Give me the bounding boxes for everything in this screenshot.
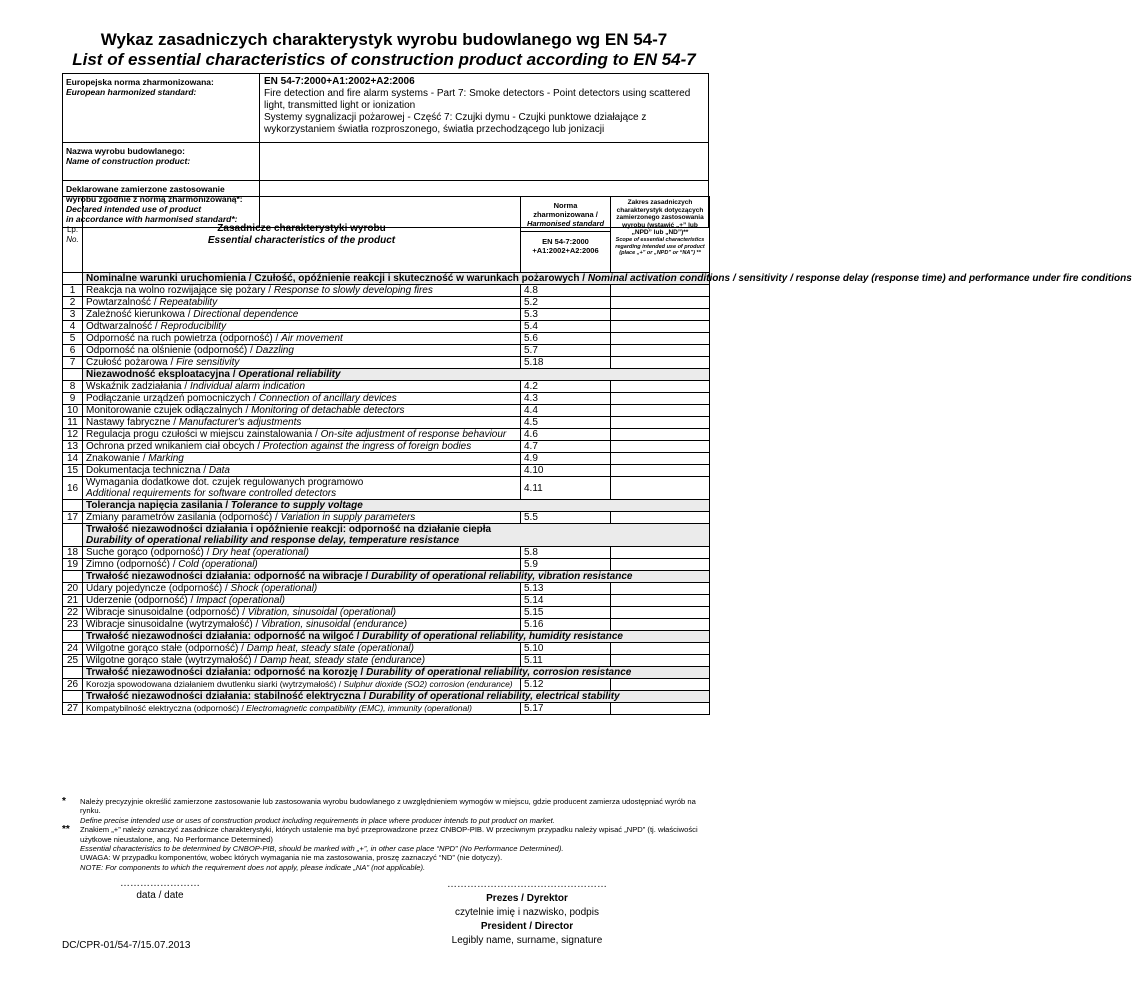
characteristic-pl: Wilgotne gorąco stałe (odporność) [86,643,239,654]
row-number: 21 [63,595,83,607]
characteristic-en: Manufacturer's adjustments [178,417,302,428]
characteristic-name: Suche gorąco (odporność) / Dry heat (operational) [83,547,521,559]
characteristic-en: Additional requirements for software controlled detectors [86,488,337,499]
scope-entry-field[interactable] [611,381,710,393]
row-number: 18 [63,547,83,559]
scope-entry-field[interactable] [611,643,710,655]
characteristic-name: Ochrona przed wnikaniem ciał obcych / Protection against the ingress of foreign bodies [83,441,521,453]
characteristic-row [63,583,710,595]
col-header-no: Lp. No. [63,197,83,273]
scope-entry-field[interactable] [611,512,710,524]
characteristic-pl: Nastawy fabryczne [86,417,171,428]
row-number: 9 [63,393,83,405]
characteristic-pl: Wibracje sinusoidalne (odporność) [86,607,240,618]
section-no-cell [63,273,83,285]
scope-entry-field[interactable] [611,297,710,309]
characteristic-en: Repeatability [159,297,218,308]
section-header-row [63,524,710,547]
characteristic-pl: Monitorowanie czujek odłączalnych [86,405,243,416]
characteristic-row [63,381,710,393]
row-number: 27 [63,703,83,715]
characteristic-en: Dry heat (operational) [212,547,309,558]
characteristic-name: Odtwarzalność / Reproducibility [83,321,521,333]
scope-entry-field[interactable] [611,429,710,441]
standard-clause: 5.2 [521,297,611,309]
characteristic-pl: Wymagania dodatkowe dot. czujek regulowanych programowo [86,477,364,488]
characteristic-name: Wibracje sinusoidalne (odporność) / Vibration, sinusoidal (operational) [83,607,521,619]
characteristic-en: Individual alarm indication [189,381,306,392]
standard-clause: 5.5 [521,512,611,524]
characteristic-row [63,547,710,559]
row-number: 10 [63,405,83,417]
characteristic-row [63,607,710,619]
characteristics-table [62,196,1132,715]
characteristic-name: Odporność na olśnienie (odporność) / Dazzling [83,345,521,357]
characteristic-row [63,405,710,417]
characteristic-en: Electromagnetic compatibility (EMC), immunity (operational) [246,703,472,713]
intended-use-label: Deklarowane zamierzone zastosowanie wyrobu zgodnie z normą zharmonizowaną*: Declared intended use of product in accordance with harmonised standard*: [63,181,260,228]
section-title-pl: Niezawodność eksploatacyjna [86,369,230,380]
standard-clause: 4.9 [521,453,611,465]
section-title-en: Tolerance to supply voltage [230,500,363,511]
standard-clause: 4.8 [521,285,611,297]
row-number: 23 [63,619,83,631]
row-number: 5 [63,333,83,345]
section-title-en: Nominal activation conditions / sensitivity / response delay (response time) and performance under fire conditions [587,273,1132,284]
section-no-cell [63,631,83,643]
scope-entry-field[interactable] [611,619,710,631]
col-header-characteristics: Zasadnicze charakterystyki wyrobu Essential characteristics of the product [83,197,521,273]
row-number: 6 [63,345,83,357]
row-number: 13 [63,441,83,453]
standard-clause: 5.18 [521,357,611,369]
section-title: Trwałość niezawodności działania: odporność na wilgoć / Durability of operational reliability, humidity resistance [83,631,710,643]
row-number: 22 [63,607,83,619]
standard-clause: 4.5 [521,417,611,429]
characteristic-row [63,465,710,477]
characteristic-row [63,321,710,333]
characteristic-name: Dokumentacja techniczna / Data [83,465,521,477]
standard-clause: 5.9 [521,559,611,571]
row-number: 15 [63,465,83,477]
row-number: 20 [63,583,83,595]
scope-entry-field[interactable] [611,333,710,345]
section-no-cell [63,571,83,583]
characteristic-name: Czułość pożarowa / Fire sensitivity [83,357,521,369]
standard-clause: 5.16 [521,619,611,631]
characteristic-pl: Suche gorąco (odporność) [86,547,204,558]
section-header-row [63,691,710,703]
standard-clause: 4.7 [521,441,611,453]
scope-entry-field[interactable] [611,321,710,333]
scope-entry-field[interactable] [611,703,710,715]
standard-clause: 5.6 [521,333,611,345]
standard-clause: 4.6 [521,429,611,441]
characteristic-en: On-site adjustment of response behaviour [320,429,507,440]
characteristic-name: Zimno (odporność) / Cold (operational) [83,559,521,571]
scope-entry-field[interactable] [611,285,710,297]
scope-entry-field[interactable] [611,655,710,667]
section-title: Trwałość niezawodności działania: odporność na wibracje / Durability of operational reliability, vibration resistance [83,571,710,583]
section-title: Niezawodność eksploatacyjna / Operational reliability [83,369,710,381]
scope-entry-field[interactable] [611,453,710,465]
section-title-en: Operational reliability [238,369,341,380]
standard-clause: 5.7 [521,345,611,357]
section-header-row [63,667,710,679]
standard-clause: 4.3 [521,393,611,405]
section-header-row [63,369,710,381]
standard-clause: 5.12 [521,679,611,691]
section-title: Tolerancja napięcia zasilania / Tolerance to supply voltage [83,500,710,512]
section-header-row [63,631,710,643]
row-number: 1 [63,285,83,297]
row-number: 17 [63,512,83,524]
characteristic-row [63,297,710,309]
section-title [83,524,710,547]
characteristic-en: Damp heat, steady state (endurance) [259,655,426,666]
section-title-pl: Trwałość niezawodności działania: odporność na korozję [86,667,358,678]
characteristic-en: Monitoring of detachable detectors [251,405,405,416]
characteristic-en: Connection of ancillary devices [258,393,397,404]
row-number: 4 [63,321,83,333]
characteristic-pl: Udary pojedyncze (odporność) [86,583,223,594]
standard-clause: 4.4 [521,405,611,417]
characteristic-en: Vibration, sinusoidal (operational) [247,607,397,618]
scope-entry-field[interactable] [611,477,710,500]
characteristic-pl: Wilgotne gorąco stałe (wytrzymałość) [86,655,252,666]
section-title-pl: Nominalne warunki uruchomienia / Czułość, opóźnienie reakcji i skuteczność w warunkach pożarowych [86,273,580,284]
characteristic-pl: Ochrona przed wnikaniem ciał obcych [86,441,255,452]
section-title-en: Durability of operational reliability and response delay, temperature resistance [86,535,460,546]
standard-clause: 5.3 [521,309,611,321]
characteristic-row [63,655,710,667]
characteristic-name [83,477,521,500]
characteristic-en: Air movement [281,333,343,344]
characteristic-row [63,417,710,429]
characteristic-name: Reakcja na wolno rozwijające się pożary / Response to slowly developing fires [83,285,521,297]
characteristic-name: Zmiany parametrów zasilania (odporność) / Variation in supply parameters [83,512,521,524]
section-title-en: Durability of operational reliability, vibration resistance [371,571,633,582]
characteristic-name: Zależność kierunkowa / Directional dependence [83,309,521,321]
section-no-cell [63,691,83,703]
scope-entry-field[interactable] [611,441,710,453]
section-title-pl: Trwałość niezawodności działania: odporność na wibracje [86,571,363,582]
scope-entry-field[interactable] [611,607,710,619]
characteristic-en: Variation in supply parameters [280,512,416,523]
characteristic-pl: Kompatybilność elektryczna (odporność) [86,703,240,713]
row-number: 8 [63,381,83,393]
characteristic-pl: Zimno (odporność) [86,559,170,570]
characteristic-pl: Wskaźnik zadziałania [86,381,182,392]
characteristic-name: Korozja spowodowana działaniem dwutlenku siarki (wytrzymałość) / Sulphur dioxide (SO2) corrosion (endurance) [83,679,521,691]
standard-clause: 4.2 [521,381,611,393]
row-number: 14 [63,453,83,465]
scope-entry-field[interactable] [611,595,710,607]
characteristic-row [63,429,710,441]
standard-clause: 5.17 [521,703,611,715]
section-title-en: Durability of operational reliability, corrosion resistance [366,667,632,678]
standard-clause: 5.10 [521,643,611,655]
section-title-pl: Trwałość niezawodności działania i opóźnienie reakcji: odporność na działanie ciepła [86,524,492,535]
scope-entry-field[interactable] [611,559,710,571]
characteristic-row [63,619,710,631]
characteristic-en: Vibration, sinusoidal (endurance) [261,619,408,630]
characteristic-en: Cold (operational) [178,559,258,570]
characteristic-pl: Powtarzalność [86,297,152,308]
row-number: 2 [63,297,83,309]
characteristic-en: Sulphur dioxide (SO2) corrosion (endurance) [343,679,513,689]
section-title-en: Durability of operational reliability, humidity resistance [362,631,623,642]
characteristic-name: Nastawy fabryczne / Manufacturer's adjustments [83,417,521,429]
characteristic-pl: Korozja spowodowana działaniem dwutlenku siarki (wytrzymałość) [86,679,337,689]
date-signature-block: …………………… data / date [120,878,200,901]
characteristic-name: Monitorowanie czujek odłączalnych / Monitoring of detachable detectors [83,405,521,417]
row-number: 19 [63,559,83,571]
product-field[interactable] [260,143,709,181]
row-number: 7 [63,357,83,369]
characteristic-pl: Zależność kierunkowa [86,309,185,320]
section-title-pl: Trwałość niezawodności działania: odporność na wilgoć [86,631,354,642]
scope-entry-field[interactable] [611,357,710,369]
row-number: 26 [63,679,83,691]
characteristic-name: Odporność na ruch powietrza (odporność) / Air movement [83,333,521,345]
characteristic-en: Dazzling [255,345,294,356]
characteristic-pl: Podłączanie urządzeń pomocniczych [86,393,251,404]
characteristic-en: Data [208,465,230,476]
characteristic-pl: Odporność na ruch powietrza (odporność) [86,333,273,344]
standard-label: Europejska norma zharmonizowana: European harmonized standard: [63,74,260,143]
characteristic-pl: Uderzenie (odporność) [86,595,188,606]
scope-entry-field[interactable] [611,345,710,357]
document-titles [0,30,768,70]
characteristic-name: Powtarzalność / Repeatability [83,297,521,309]
director-signature-block: ………………………………………… Prezes / Dyrektor czytelnie imię i nazwisko, podpis President / Director Legibly name, surname, signature [447,879,607,946]
characteristic-name: Znakowanie / Marking [83,453,521,465]
standard-clause: 5.8 [521,547,611,559]
characteristic-name: Regulacja progu czułości w miejscu zainstalowania / On-site adjustment of response behaviour [83,429,521,441]
row-number: 16 [63,477,83,500]
characteristic-row [63,595,710,607]
standard-clause: 4.11 [521,477,611,500]
characteristic-en: Fire sensitivity [176,357,240,368]
characteristic-name: Udary pojedyncze (odporność) / Shock (operational) [83,583,521,595]
standard-value: EN 54-7:2000+A1:2002+A2:2006 Fire detection and fire alarm systems - Part 7: Smoke detectors - Point detectors using scattered light, transmitted light or ionization Systemy sygnalizacji pożarowej - Część 7: Czujki dymu - Czujki punktowe działające z wykorzystaniem światła rozproszonego, światła przechodzącego lub jonizacji [260,74,709,143]
characteristic-name: Kompatybilność elektryczna (odporność) / Electromagnetic compatibility (EMC), immunity (operational) [83,703,521,715]
scope-entry-field[interactable] [611,309,710,321]
characteristic-row [63,441,710,453]
standard-clause: 5.4 [521,321,611,333]
characteristic-row [63,357,710,369]
characteristic-row [63,512,710,524]
footnote-1: * Należy precyzyjnie określić zamierzone zastosowanie lub zastosowania wyrobu budowlanego z uwzględnieniem wymogów w miejscu, gdzie producent zamierza udostępniać wyrób na rynku. Define precise intended use or uses of construction product including requirements in place where producer intends to put product on market. [62,796,696,825]
characteristic-pl: Znakowanie [86,453,140,464]
col-header-standard: Norma zharmonizowana / Harmonised standard EN 54-7:2000 +A1:2002+A2:2006 [521,197,611,273]
scope-entry-field[interactable] [611,583,710,595]
section-title: Trwałość niezawodności działania: stabilność elektryczna / Durability of operational reliability, electrical stability [83,691,710,703]
standard-clause: 5.15 [521,607,611,619]
characteristic-row [63,309,710,321]
characteristic-name: Podłączanie urządzeń pomocniczych / Connection of ancillary devices [83,393,521,405]
characteristic-en: Response to slowly developing fires [273,285,433,296]
section-no-cell [63,369,83,381]
standard-clause: 5.11 [521,655,611,667]
characteristic-row [63,477,710,500]
characteristics-body [63,273,1132,715]
standard-clause: 5.13 [521,583,611,595]
characteristic-pl: Odtwarzalność [86,321,153,332]
section-title-pl: Trwałość niezawodności działania: stabilność elektryczna [86,691,361,702]
footnote-2: ** Znakiem „+” należy oznaczyć zasadnicze charakterystyki, których ustalenie ma być przeprowadzone przez CNBOP-PIB. W przeciwnym przypadku należy wpisać „NPD” (tj. właściwości użytkowe nieustalone, ang. No Performance Determined) Essential characteristics to be determined by CNBOP-PIB, should be marked with „+”, in other case place “NPD” (No Performance Determined). UWAGA: W przypadku komponentów, wobec których wymagania nie ma zastosowania, proszę zaznaczyć “ND” (nie dotyczy). NOTE: For components to which the requirement does not apply, please indicate „NA” (not applicable). [62,824,698,872]
characteristic-row [63,333,710,345]
row-number: 3 [63,309,83,321]
product-label: Nazwa wyrobu budowlanego: Name of construction product: [63,143,260,181]
characteristic-en: Protection against the ingress of foreign bodies [262,441,472,452]
characteristic-pl: Czułość pożarowa [86,357,168,368]
characteristic-en: Reproducibility [160,321,227,332]
standard-clause: 5.14 [521,595,611,607]
characteristic-en: Damp heat, steady state (operational) [246,643,414,654]
scope-entry-field[interactable] [611,393,710,405]
characteristic-pl: Reakcja na wolno rozwijające się pożary [86,285,266,296]
section-no-cell [63,524,83,547]
title-polish: Wykaz zasadniczych charakterystyk wyrobu budowlanego wg EN 54-7 [100,30,668,49]
row-number: 25 [63,655,83,667]
characteristic-pl: Wibracje sinusoidalne (wytrzymałość) [86,619,253,630]
characteristic-pl: Zmiany parametrów zasilania (odporność) [86,512,273,523]
title-english: List of essential characteristics of construction product according to EN 54-7 [72,50,696,69]
section-no-cell [63,500,83,512]
document-code: DC/CPR-01/54-7/15.07.2013 [62,940,191,951]
scope-entry-field[interactable] [611,405,710,417]
section-title: Nominalne warunki uruchomienia / Czułość, opóźnienie reakcji i skuteczność w warunkach pożarowych / Nominal activation conditions / sensitivity / response delay (response time) and performance under fire conditions [83,273,710,285]
section-title-en: Durability of operational reliability, electrical stability [368,691,620,702]
characteristic-row [63,345,710,357]
characteristic-name: Wilgotne gorąco stałe (wytrzymałość) / Damp heat, steady state (endurance) [83,655,521,667]
section-title: Trwałość niezawodności działania: odporność na korozję / Durability of operational reliability, corrosion resistance [83,667,710,679]
col-header-scope: Zakres zasadniczych charakterystyk dotyczących zamierzonego zastosowania wyrobu (wstawić „+” lub „NPD” lub „ND”)** Scope of essential characteristics regarding intended use of product (place „+” or „NPD” or “NA”) ** [611,197,710,273]
footnotes [62,797,712,872]
characteristic-row [63,643,710,655]
characteristic-row [63,393,710,405]
scope-entry-field[interactable] [611,679,710,691]
section-header-row [63,273,710,285]
characteristic-en: Marking [148,453,184,464]
characteristic-pl: Odporność na olśnienie (odporność) [86,345,248,356]
row-number: 24 [63,643,83,655]
scope-entry-field[interactable] [611,547,710,559]
characteristic-name: Wibracje sinusoidalne (wytrzymałość) / Vibration, sinusoidal (endurance) [83,619,521,631]
characteristic-row [63,703,710,715]
row-number: 12 [63,429,83,441]
characteristic-name: Wilgotne gorąco stałe (odporność) / Damp heat, steady state (operational) [83,643,521,655]
section-no-cell [63,667,83,679]
scope-entry-field[interactable] [611,417,710,429]
characteristic-en: Directional dependence [193,309,299,320]
characteristic-row [63,559,710,571]
standard-clause: 4.10 [521,465,611,477]
characteristic-row [63,453,710,465]
scope-entry-field[interactable] [611,465,710,477]
characteristic-row [63,679,710,691]
section-title-pl: Tolerancja napięcia zasilania [86,500,223,511]
characteristic-name: Wskaźnik zadziałania / Individual alarm indication [83,381,521,393]
characteristic-pl: Dokumentacja techniczna [86,465,201,476]
section-header-row [63,571,710,583]
characteristic-row [63,285,710,297]
section-header-row [63,500,710,512]
characteristic-name: Uderzenie (odporność) / Impact (operational) [83,595,521,607]
characteristic-pl: Regulacja progu czułości w miejscu zainstalowania [86,429,313,440]
characteristic-en: Shock (operational) [230,583,318,594]
characteristic-en: Impact (operational) [196,595,285,606]
row-number: 11 [63,417,83,429]
